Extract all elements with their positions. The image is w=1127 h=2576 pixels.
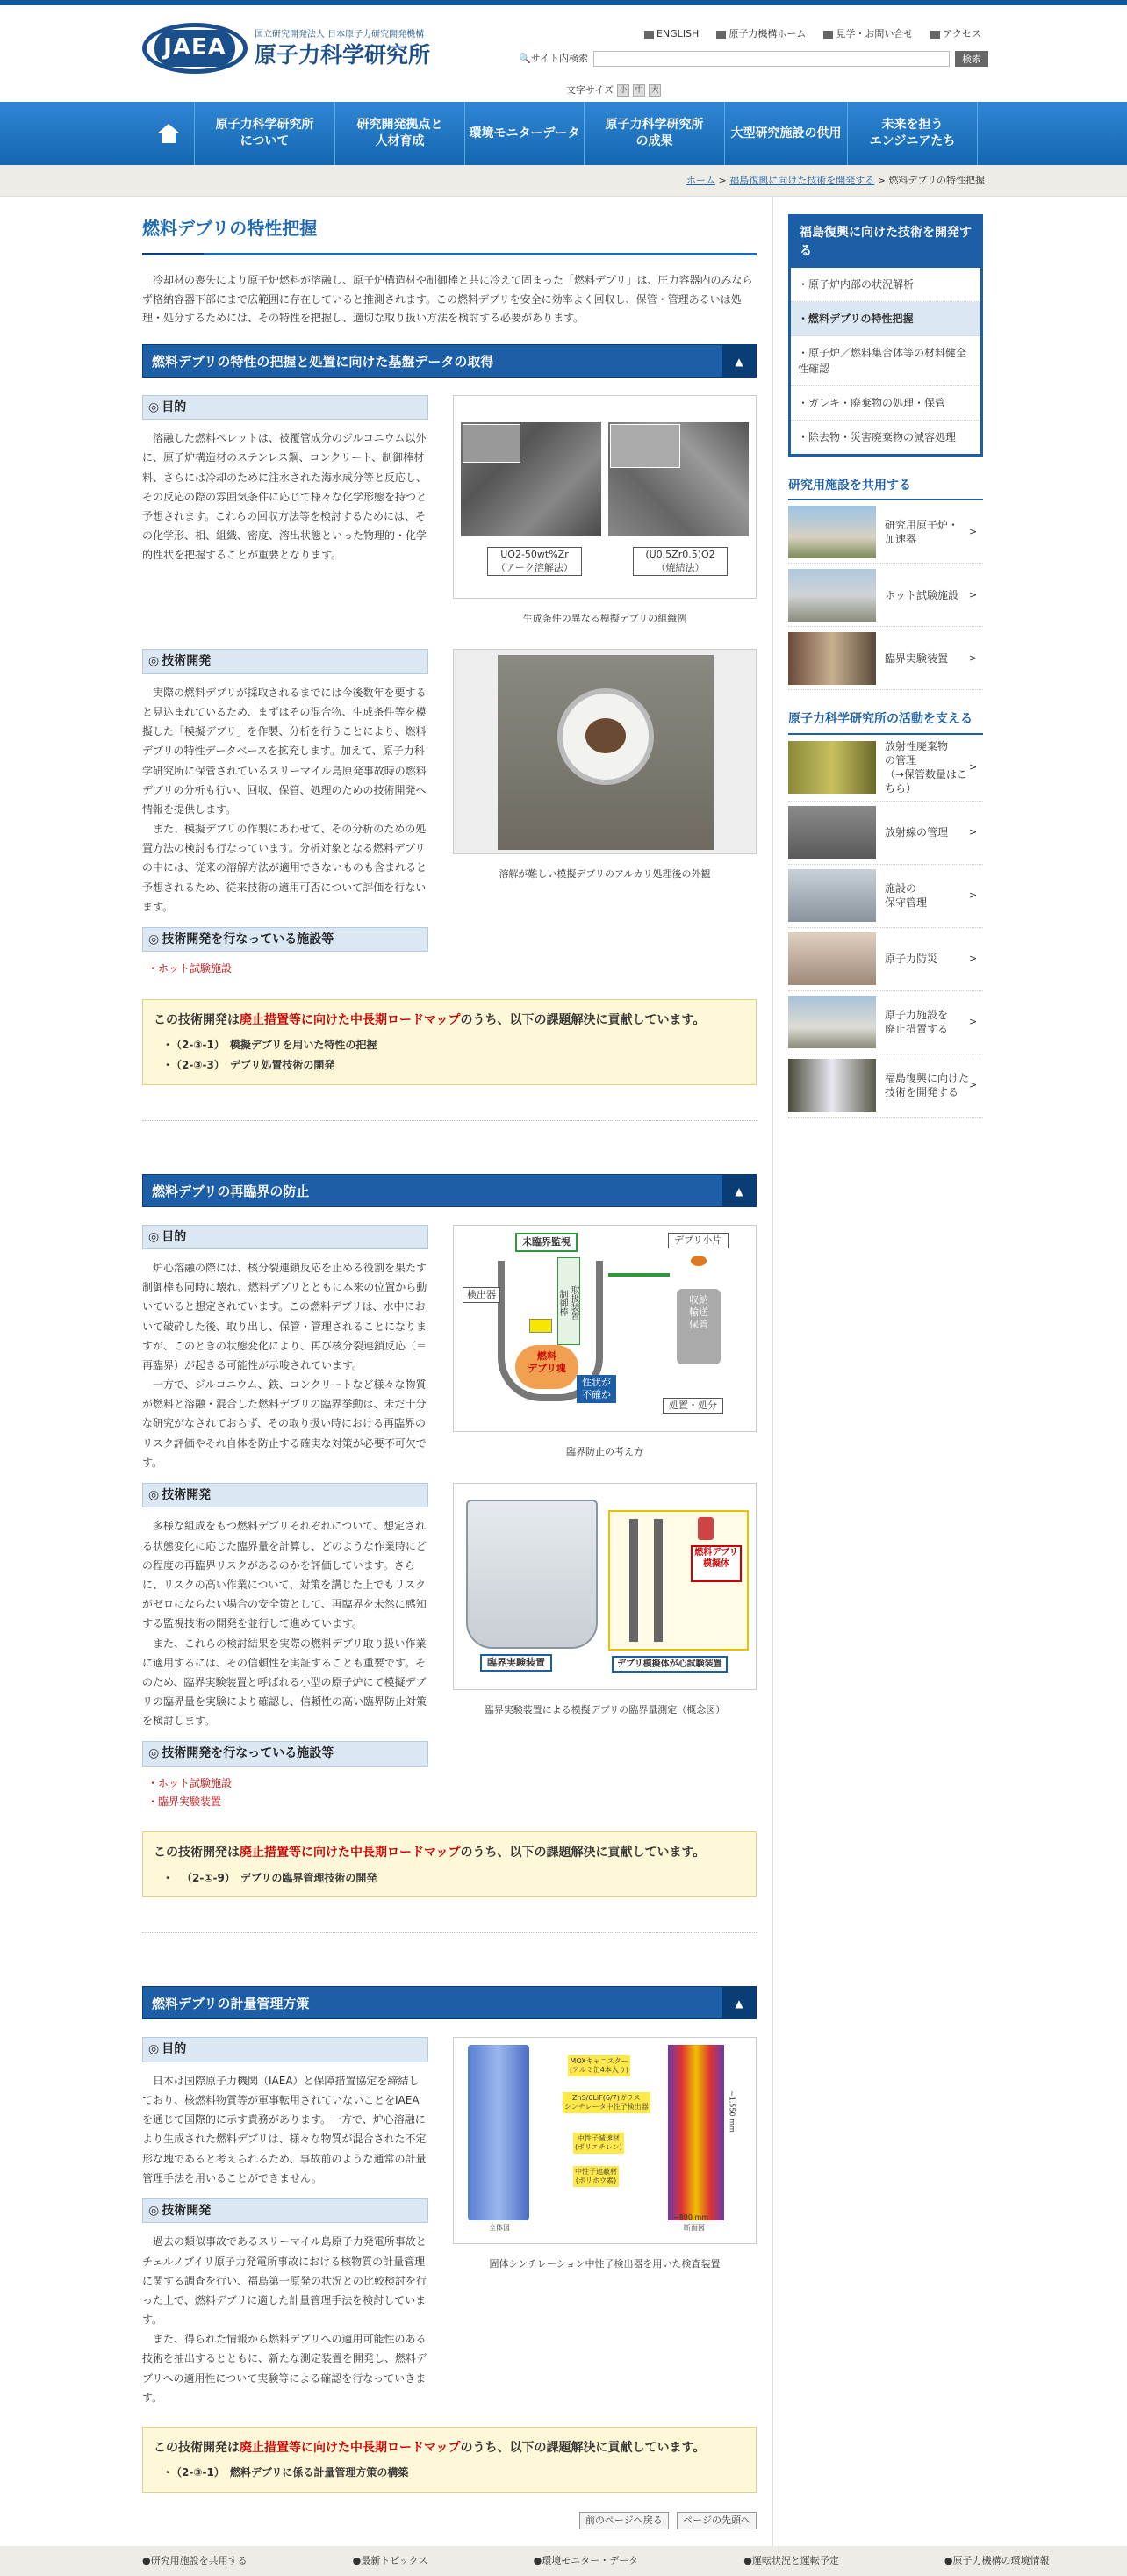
section-1-title: 燃料デブリの特性の把握と処置に向けた基盤データの取得	[152, 353, 494, 370]
box-pre: この技術開発は	[154, 1846, 240, 1860]
nav-item-research[interactable]: 研究開発拠点と 人材育成	[335, 102, 465, 165]
facility-thumbnail	[788, 506, 876, 558]
facilities-heading: ◎ 技術開発を行なっている施設等	[142, 927, 428, 952]
activity-thumbnail	[788, 1059, 876, 1112]
handling-device-label: 取扱装置 制御棒	[557, 1257, 580, 1345]
neutron-detector-diagram	[453, 2037, 757, 2244]
mail-icon	[823, 31, 833, 39]
arc-melt-label: UO2-50wt%Zr （アーク溶解法）	[487, 547, 582, 576]
sidebar-activity-link[interactable]	[788, 1054, 983, 1118]
site-logo[interactable]	[142, 23, 430, 74]
section-3-title: 燃料デブリの計量管理方策	[152, 1996, 310, 2012]
car-icon	[930, 31, 940, 39]
activity-label: 原子力施設を 廃止措置する	[885, 1009, 949, 1036]
page-intro: 冷却材の喪失により原子炉燃料が溶融し、原子炉構造材や制御棒と共に冷えて固まった「燃料デブリ」は、圧力容器内のみならず格納容器下部にまで広範囲に存在していると推測されます。この燃料デブリを安全に効率よく回収し、保管・管理あるいは処理・処分するためには、その特性を把握し、適切な取り扱い方法を検討する必要があります。	[142, 274, 753, 325]
activity-thumbnail	[788, 741, 876, 794]
tank-shape	[466, 1500, 598, 1649]
roadmap-item: ・ （2-③-1） 模擬デブリを用いた特性の把握	[162, 1035, 745, 1055]
sidebar-activity-link[interactable]	[788, 928, 983, 991]
activity-label: 原子力防災	[885, 953, 938, 966]
chevron-right-icon: >	[969, 652, 978, 665]
activity-thumbnail	[788, 996, 876, 1048]
sidebar-item-label: 原子炉／燃料集合体等の材料健全性確認	[798, 347, 967, 375]
disposal-label: 処置・処分	[663, 1398, 723, 1414]
critical-assembly-label: 臨界実験装置	[480, 1654, 552, 1672]
breadcrumb-sep: >	[715, 175, 730, 186]
sidebar-item[interactable]: ・ガレキ・廃棄物の処理・保管	[791, 386, 980, 421]
roadmap-link[interactable]: 廃止措置等に向けた中長期ロードマップ	[240, 1846, 461, 1860]
purpose-text: 炉心溶融の際には、核分裂連鎖反応を止める役割を果たす制御棒も同時に壊れ、燃料デブリとともに本来の位置から動いていると想定されています。この燃料デブリは、水中において破砕した後、取り出し、保管・管理されることになりますが、このときの状態変化により、再び核分裂連鎖反応（＝再臨界）が起きる可能性が示唆されています。	[142, 1261, 427, 1371]
facility-link[interactable]: ・ホット試験施設	[147, 962, 233, 975]
jaea-logo-mark	[142, 23, 248, 74]
utility-links	[644, 26, 981, 42]
debris-microstructure-figure	[453, 395, 757, 599]
roadmap-item: ・ （2-①-9） デブリの臨界管理技術の開発	[162, 1868, 745, 1889]
whole-view-shape	[468, 2045, 529, 2220]
roadmap-contribution-box	[142, 999, 757, 1085]
chevron-right-icon: >	[969, 526, 978, 538]
page-top-button[interactable]: ページの先頭へ	[677, 2512, 757, 2529]
debris-simulant-label: 燃料デブリ 模擬体	[691, 1545, 742, 1582]
footer-links	[0, 2546, 1127, 2576]
access-label: アクセス	[943, 28, 981, 40]
search-button[interactable]: 検索	[955, 51, 988, 67]
storage-canister-label: 収納 輸送 保管	[677, 1289, 721, 1364]
sidebar-facilities-heading: 研究用施設を共用する	[788, 476, 983, 500]
sidebar-activity-link[interactable]	[788, 735, 983, 802]
sidebar-item[interactable]: ・原子炉／燃料集合体等の材料健全性確認	[791, 336, 980, 386]
logo-subtitle: 国立研究開発法人 日本原子力研究開発機構	[255, 30, 425, 40]
jaea-home-label: 原子力機構ホーム	[729, 28, 807, 40]
footer-link[interactable]: ●研究用施設を共用する	[142, 2555, 248, 2567]
footer-link[interactable]: ●環境モニター・データ	[533, 2555, 639, 2567]
section-heading-1	[142, 344, 757, 378]
font-size-medium[interactable]: 中	[633, 84, 645, 97]
nav-home-button[interactable]	[142, 102, 195, 165]
purpose-heading: ◎ 目的	[142, 2037, 428, 2062]
box-post: のうち、以下の課題解決に貢献しています。	[460, 1012, 706, 1027]
section-heading-2	[142, 1174, 757, 1207]
dev-text: 多様な組成をもつ燃料デブリそれぞれについて、想定される状態変化に応じた臨界量を計算し、どのような作業時にどの程度の再臨界リスクがあるのかを評価しています。さらに、リスクの高い作業について、対策を講じた上でもリスクがゼロにならない場合の安全策として、再臨界を未然に感知する監視技術の開発を並行して進めています。	[142, 1520, 427, 1630]
sidebar-item[interactable]: ・原子炉内部の状況解析	[791, 268, 980, 302]
dev-heading: ◎ 技術開発	[142, 649, 428, 673]
section-divider	[142, 1120, 757, 1121]
dev-text: また、得られた情報から燃料デブリへの適用可能性のある技術を抽出するとともに、新たな測定装置を開発し、燃料デブリへの適用性について実験等による確認を行なっていきます。	[142, 2333, 427, 2404]
breadcrumb	[0, 165, 1127, 197]
debris-piece-label: デブリ小片	[668, 1233, 729, 1248]
facility-label: ホット試験施設	[885, 588, 959, 601]
footer-link[interactable]: ●原子力機構の環境情報	[944, 2555, 1050, 2567]
box-post: のうち、以下の課題解決に貢献しています。	[460, 1846, 706, 1860]
activity-thumbnail	[788, 806, 876, 859]
english-icon	[644, 31, 654, 39]
chevron-right-icon: >	[969, 589, 978, 601]
chevron-right-icon: >	[969, 1079, 978, 1091]
breadcrumb-home[interactable]: ホーム	[686, 175, 715, 186]
facility-label: 臨界実験装置	[158, 1795, 222, 1809]
section-2-row-2	[142, 1483, 757, 1812]
shield-label: 中性子遮蔽材 (ポリホウ素)	[573, 2166, 619, 2186]
logo-abbr: JAEA	[154, 30, 235, 67]
dev-heading: ◎ 技術開発	[142, 1483, 428, 1507]
box-pre: この技術開発は	[154, 2441, 240, 2456]
nav-item-monitor[interactable]: 環境モニターデータ	[465, 102, 585, 165]
sidebar-facility-link[interactable]	[788, 564, 983, 627]
simulant-test-label: デブリ模擬体が心試験装置	[612, 1656, 728, 1673]
search-label: サイト内検索	[530, 53, 588, 65]
section-view-label: 断面図	[684, 2224, 705, 2233]
home-icon	[716, 31, 726, 39]
pager	[142, 2512, 757, 2529]
dev-heading: ◎ 技術開発	[142, 2198, 428, 2223]
alkali-treatment-photo	[453, 649, 757, 854]
sidebar-activity-link[interactable]	[788, 991, 983, 1054]
nav-item-facilities[interactable]: 大型研究施設の供用	[725, 102, 848, 165]
simulant-shape	[698, 1517, 714, 1540]
back-to-top-icon[interactable]: ▲	[722, 1987, 756, 2018]
mox-canister-label: MOXキャニスター (アルミ缶4本入り)	[568, 2055, 630, 2076]
sidebar-item-label: 原子炉内部の状況解析	[808, 278, 915, 291]
chevron-right-icon: >	[969, 889, 978, 902]
figure-caption: 固体シンチレーション中性子検出器を用いた検査装置	[489, 2258, 721, 2270]
section-2-title: 燃料デブリの再臨界の防止	[152, 1183, 310, 1199]
sidebar-activity-link[interactable]	[788, 802, 983, 865]
purpose-text: 一方で、ジルコニウム、鉄、コンクリートなど様々な物質が燃料と溶融・混合した燃料デブリの臨界挙動は、未だ十分な研究がなされておらず、その取り扱い時における再臨界のリスク評価やそれ自体を防止する確実な対策が必要不可欠です。	[142, 1378, 427, 1469]
prev-page-button[interactable]: 前のページへ戻る	[579, 2512, 669, 2529]
section-3-row-1	[142, 2037, 757, 2418]
content-wrap	[0, 197, 1127, 2576]
critical-assembly-diagram	[453, 1483, 757, 1690]
site-search	[519, 51, 988, 67]
box-post: のうち、以下の課題解決に貢献しています。	[460, 2441, 706, 2456]
rod-shape	[629, 1519, 638, 1642]
activity-thumbnail	[788, 869, 876, 922]
sidebar-nav-title: 福島復興に向けた技術を開発する	[791, 217, 980, 268]
column-divider	[772, 197, 773, 2567]
roadmap-link[interactable]: 廃止措置等に向けた中長期ロードマップ	[240, 2441, 461, 2456]
search-icon: 🔍	[519, 53, 531, 65]
roadmap-item: ・ （2-③-1） 燃料デブリに係る計量管理方策の構築	[162, 2463, 745, 2483]
figure-caption: 溶解が難しい模擬デブリのアルカリ処理後の外観	[499, 868, 711, 881]
section-view-shape	[668, 2045, 724, 2220]
chevron-right-icon: >	[969, 826, 978, 838]
figure-caption: 生成条件の異なる模擬デブリの組織例	[522, 612, 687, 624]
roadmap-link[interactable]: 廃止措置等に向けた中長期ロードマップ	[240, 1012, 461, 1027]
breadcrumb-sep: >	[874, 175, 889, 186]
activity-label: 放射性廃棄物 の管理 （→保管数量はこちら）	[885, 739, 968, 795]
roadmap-contribution-box	[142, 2427, 757, 2493]
breadcrumb-current: 燃料デブリの特性把握	[888, 175, 985, 186]
figure-caption: 臨界実験装置による模擬デブリの臨界量測定（概念図）	[484, 1704, 726, 1716]
back-to-top-icon[interactable]: ▲	[722, 345, 756, 377]
facility-thumbnail	[788, 632, 876, 685]
activity-label: 放射線の管理	[885, 826, 949, 839]
activity-thumbnail	[788, 932, 876, 985]
sidebar-activities-heading: 原子力科学研究所の活動を支える	[788, 709, 983, 734]
roadmap-contribution-box	[142, 1831, 757, 1897]
uncertain-properties-label: 性状が 不確か	[577, 1375, 616, 1404]
nav-item-about[interactable]: 原子力科学研究所 について	[195, 102, 335, 165]
sidebar-item-label: ガレキ・廃棄物の処理・保管	[808, 397, 946, 409]
sidebar-item[interactable]: ・除去物・災害廃棄物の減容処理	[798, 431, 957, 443]
debris-lump-label: 燃料 デブリ塊	[515, 1345, 578, 1389]
rod-shape	[654, 1519, 663, 1642]
roadmap-item: ・ （2-③-3） デブリ処置技術の開発	[162, 1055, 745, 1076]
sintered-label: (U0.5Zr0.5)O2 （焼結法）	[633, 547, 728, 576]
access-link[interactable]	[930, 26, 981, 42]
sidebar-item-active[interactable]: ・燃料デブリの特性把握	[791, 302, 980, 336]
sidebar-facility-link[interactable]	[788, 500, 983, 564]
activity-label: 施設の 保守管理	[885, 882, 928, 910]
sidebar-activity-link[interactable]	[788, 865, 983, 928]
back-to-top-icon[interactable]: ▲	[722, 1175, 756, 1206]
detector-shape	[529, 1319, 552, 1333]
footer-link[interactable]: ●最新トピックス	[352, 2555, 428, 2567]
height-dimension: ~1,550 mm	[728, 2090, 736, 2133]
sidebar-facility-link[interactable]	[788, 627, 983, 690]
activity-label: 福島復興に向けた 技術を開発する	[885, 1072, 970, 1099]
main-content	[142, 214, 757, 2529]
chevron-right-icon: >	[969, 1016, 978, 1028]
section-1-row-2	[142, 649, 757, 979]
facility-link[interactable]: ・ホット試験施設	[147, 1776, 233, 1789]
dev-text: 実際の燃料デブリが採取されるまでには今後数年を要すると見込まれているため、まずはその混合物、生成条件等を模擬した「模擬デブリ」を作製、分析を行うことにより、燃料デブリの特性データベースを拡充します。加えて、原子力科学研究所に保管されているスリーマイル島原発事故時の燃料デブリの分析も行い、回収、保管、処理のための技術開発へ情報を提供します。	[142, 686, 427, 816]
purpose-heading: ◎ 目的	[142, 395, 428, 420]
facility-label: ホット試験施設	[158, 1776, 233, 1789]
font-size-large[interactable]: 大	[649, 84, 661, 97]
english-label: ENGLISH	[656, 28, 700, 40]
chevron-right-icon: >	[969, 953, 978, 965]
box-pre: この技術開発は	[154, 1012, 240, 1027]
flow-arrow	[608, 1273, 670, 1277]
facilities-heading: ◎ 技術開発を行なっている施設等	[142, 1741, 428, 1766]
dev-text: また、これらの検討結果を実際の燃料デブリ取り扱い作業に適用するには、その信頼性を実証することも重要です。そのため、臨界実験装置と呼ばれる小型の原子炉にて模擬デブリの臨界量を実験により確認し、信頼性の高い臨界防止対策を検討します。	[142, 1637, 427, 1728]
criticality-prevention-diagram	[453, 1225, 757, 1432]
search-input[interactable]	[593, 51, 950, 67]
detector-label: 検出器	[463, 1287, 500, 1303]
width-dimension: ~800 mm	[673, 2213, 709, 2222]
scintillator-label: ZnS/6LiF(6/7)ガラス シンチレータ中性子検出器	[563, 2092, 650, 2112]
whole-view-label: 全体図	[489, 2224, 510, 2233]
logo-title: 原子力科学研究所	[255, 42, 431, 68]
facility-label: 臨界実験装置	[885, 651, 949, 665]
arc-melt-pellet-photo	[463, 424, 520, 463]
sidebar-section-nav	[788, 214, 983, 457]
english-link[interactable]	[644, 26, 699, 42]
contact-label: 見学・お問い合せ	[836, 28, 914, 40]
facility-label: ホット試験施設	[158, 962, 233, 975]
dev-text: また、模擬デブリの作製にあわせて、その分析のための処置方法の検討も行なっています。分析対象となる燃料デブリの中には、従来の溶解方法が適用できないものも含まれると予想されるため、従来技術の適用可否について評価を行ないます。	[142, 823, 427, 913]
global-nav	[0, 102, 1127, 165]
sidebar-item-label: 燃料デブリの特性把握	[808, 313, 914, 325]
font-size-label: 文字サイズ	[566, 84, 614, 96]
contact-link[interactable]	[823, 26, 913, 42]
purpose-heading: ◎ 目的	[142, 1225, 428, 1249]
facility-link[interactable]: ・臨界実験装置	[147, 1795, 222, 1809]
dev-text: 過去の類似事故であるスリーマイル島原子力発電所事故とチェルノブイリ原子力発電所事故における核物質の計量管理に関する調査を行い、福島第一原発の状況との比較検討を行った上で、燃料デブリに適した計量管理手法を検討しています。	[142, 2235, 427, 2327]
facility-label: 研究用原子炉・ 加速器	[885, 518, 959, 545]
font-size-control	[566, 83, 661, 98]
purpose-text: 溶融した燃料ペレットは、被覆管成分のジルコニウム以外に、原子炉構造材のステンレス鋼、コンクリート、制御棒材料、さらには冷却のために注水された海水成分等と反応し、その反応の際の雰囲気条件に応じて様々な化学形態を持つと予想されます。これらの回収方法等を検討するためには、その化学形、相、組織、密度、溶出状態といった物理的・化学的性状を把握することが重要となります。	[142, 432, 427, 562]
font-size-small[interactable]: 小	[617, 84, 629, 97]
page-title: 燃料デブリの特性把握	[142, 214, 757, 255]
sidebar-item-label: 除去物・災害廃棄物の減容処理	[808, 431, 957, 443]
section-divider	[142, 1932, 757, 1933]
chevron-right-icon: >	[969, 761, 978, 774]
footer-link[interactable]: ●運転状況と運転予定	[743, 2555, 839, 2567]
nav-item-results[interactable]: 原子力科学研究所 の成果	[585, 102, 725, 165]
moderator-label: 中性子減速材 (ポリエチレン)	[573, 2133, 624, 2153]
sintered-pellet-photo	[610, 424, 680, 468]
site-header	[0, 5, 1127, 97]
sidebar	[788, 214, 983, 1118]
section-2-row-1	[142, 1225, 757, 1483]
section-heading-3	[142, 1986, 757, 2019]
nav-item-engineers[interactable]: 未来を担う エンジニアたち	[848, 102, 978, 165]
subcritical-monitor-label: 未臨界監視	[515, 1233, 578, 1252]
jaea-home-link[interactable]	[716, 26, 806, 42]
breadcrumb-parent[interactable]: 福島復興に向けた技術を開発する	[729, 175, 875, 186]
section-1-row-1	[142, 395, 757, 650]
debris-piece-shape	[691, 1256, 707, 1266]
figure-caption: 臨界防止の考え方	[566, 1445, 643, 1457]
home-icon	[157, 124, 180, 143]
facility-thumbnail	[788, 569, 876, 622]
purpose-text: 日本は国際原子力機関（IAEA）と保障措置協定を締結しており、核燃料物質等が軍事転用されていないことをIAEAを通じて国際的に示す責務があります。一方で、炉心溶融により生成された燃料デブリは、様々な物質が混合された不定形な塊であると考えられるため、事故前のような通常の計量管理手法を用いることができません。	[142, 2074, 427, 2184]
